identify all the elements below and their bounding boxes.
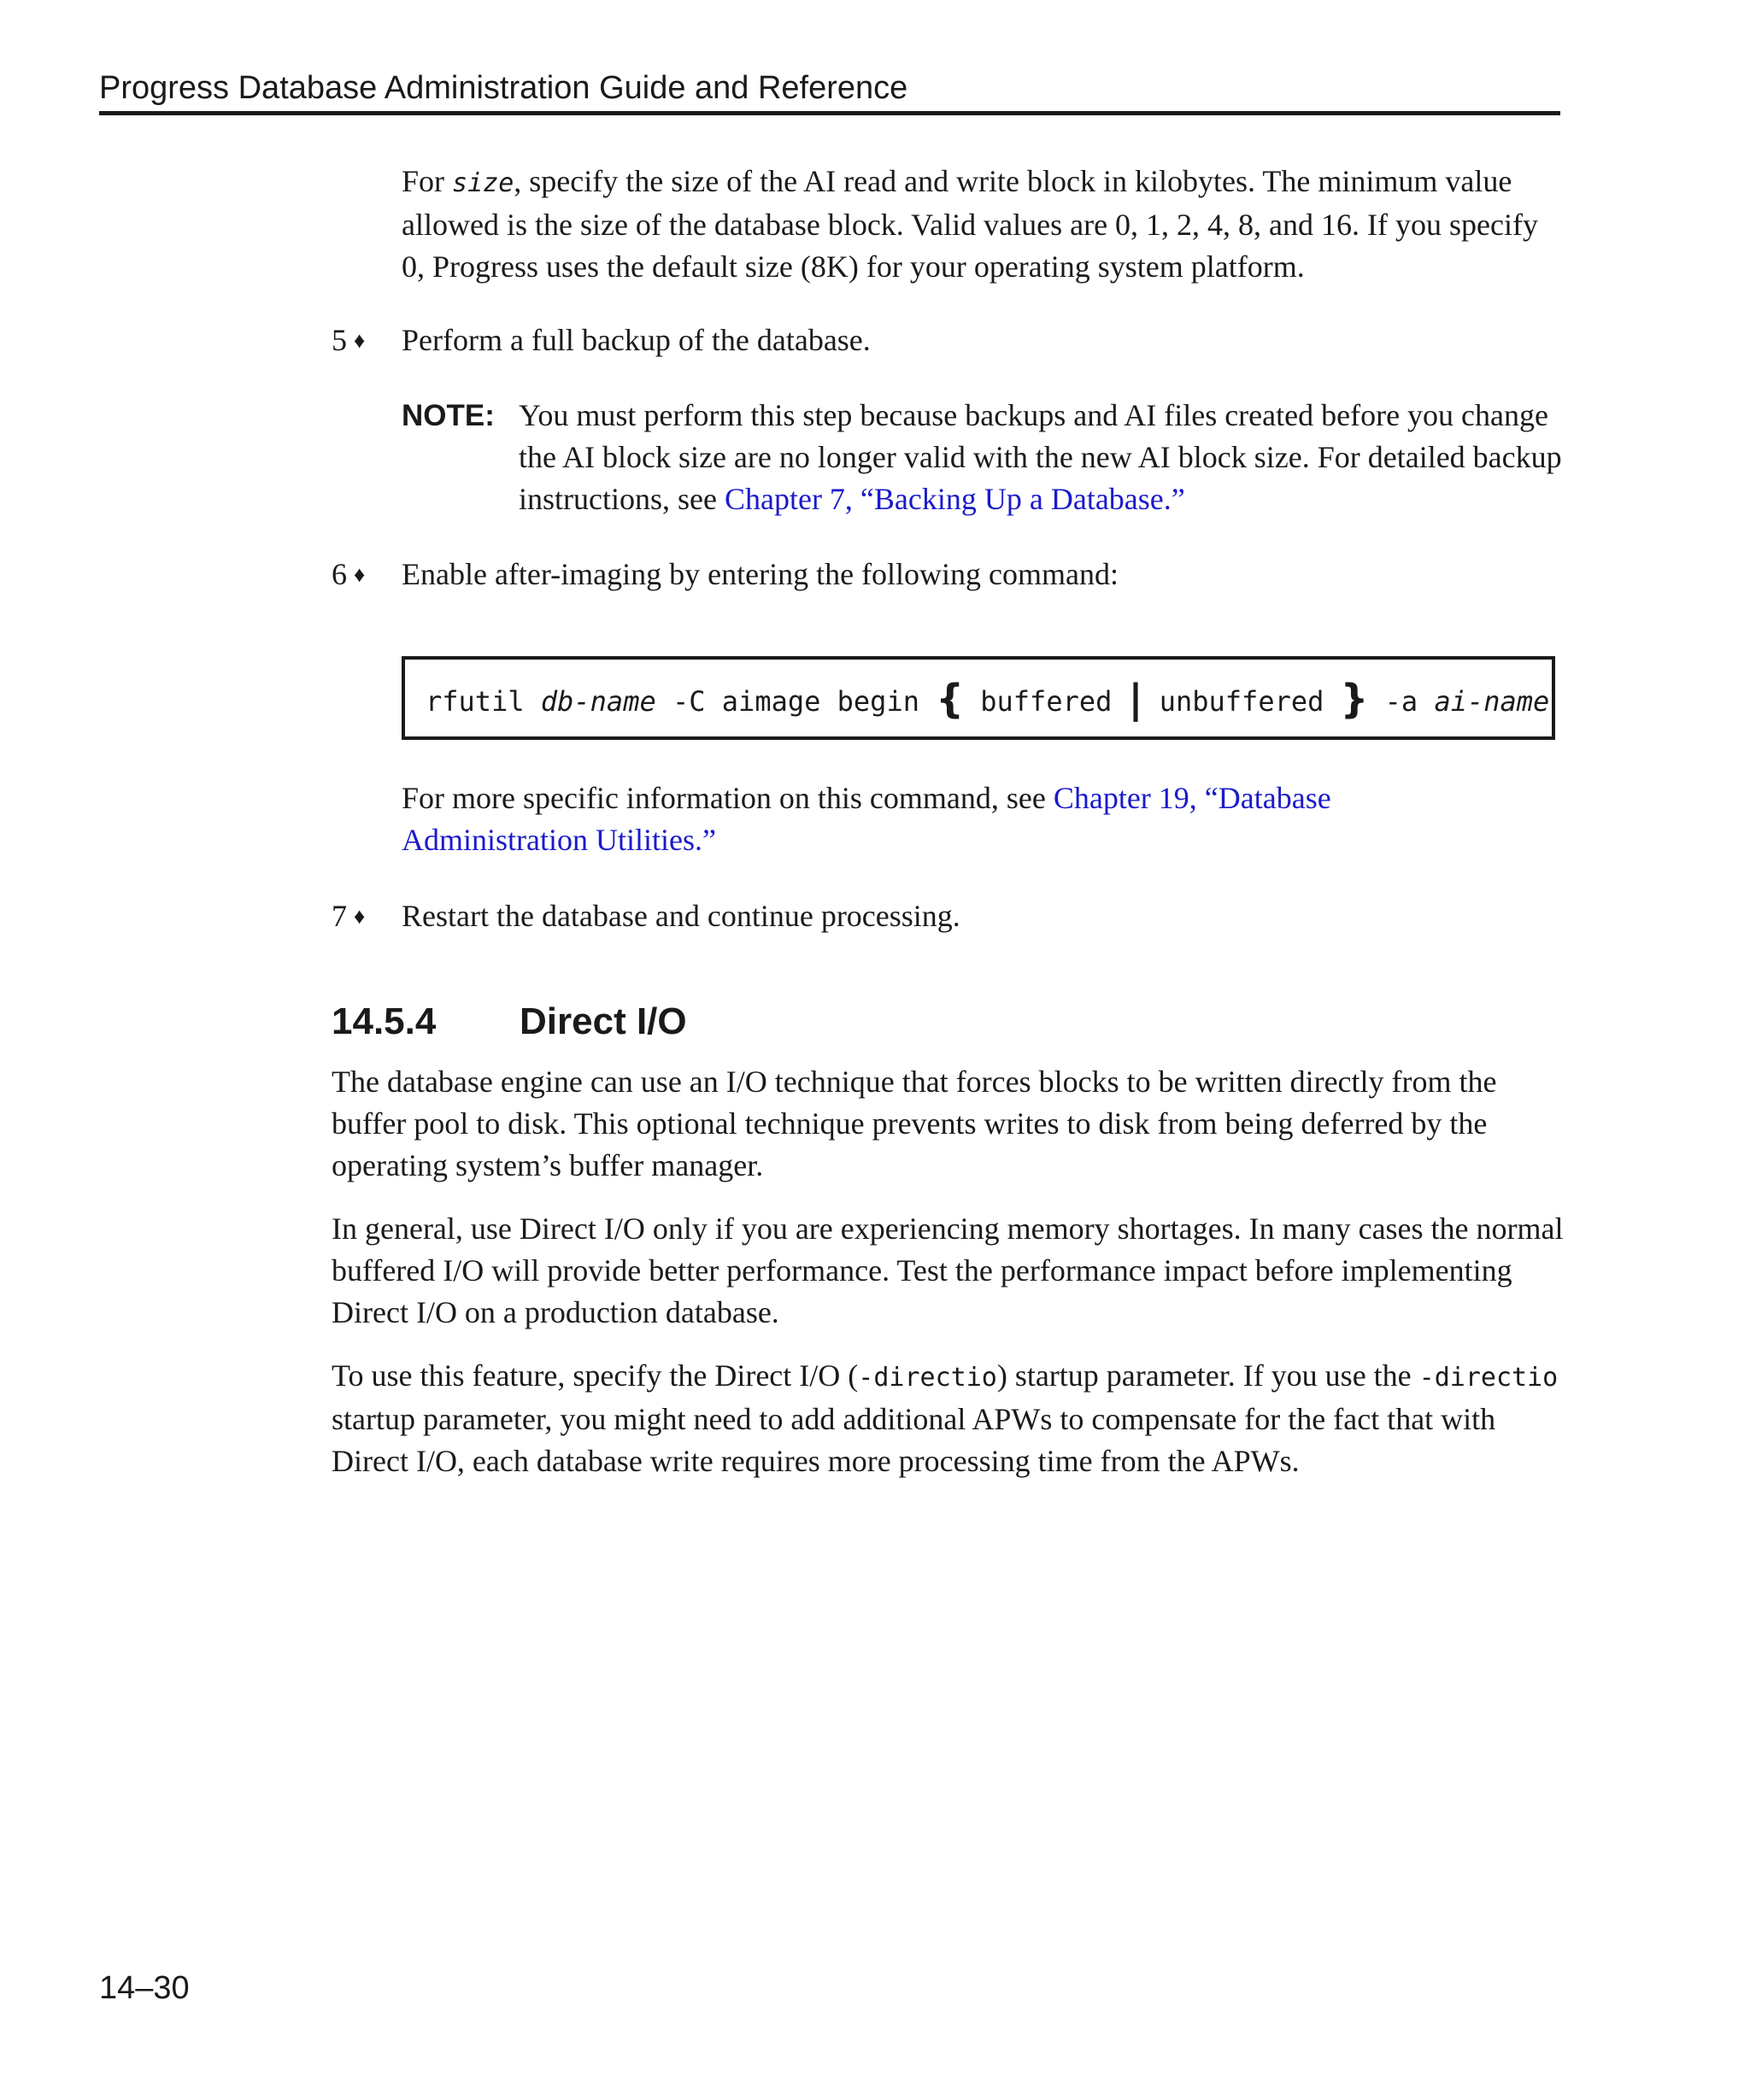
intro-paragraph <box>402 161 1564 288</box>
chapter-7-link[interactable]: Chapter 7, “Backing Up a Database.” <box>724 482 1185 516</box>
option-separator: | <box>1128 676 1143 722</box>
section-title: Direct I/O <box>520 1000 687 1042</box>
brace-close: } <box>1340 676 1369 722</box>
size-param: size <box>452 168 514 198</box>
header-rule <box>99 111 1560 115</box>
cmd-ai-name: ai-name <box>1434 685 1550 718</box>
step-5-number: 5 <box>332 323 347 357</box>
p3-part-c: startup parameter, you might need to add additional APWs to compensate for the fact that with Direct I/O, each database write requires more processing time from the APWs. <box>332 1402 1496 1478</box>
step-6-text: Enable after-imaging by entering the following command: <box>402 557 1119 591</box>
step-7-text: Restart the database and continue processing. <box>402 899 960 933</box>
section-heading <box>332 998 687 1046</box>
diamond-bullet-icon: ♦ <box>354 904 366 929</box>
more-info-text: For more specific information on this command, see <box>402 781 1054 815</box>
step-7-marker <box>332 895 400 937</box>
cmd-opt-unbuffered: unbuffered <box>1142 685 1341 718</box>
note-text <box>519 395 1570 520</box>
cmd-db-name: db-name <box>540 685 656 718</box>
step-7-number: 7 <box>332 899 347 933</box>
intro-for: For <box>402 164 453 198</box>
note-body: You must perform this step because backups and AI files created before you change the AI block size are no longer valid with the new AI block size. For detailed backup instructions, see <box>519 398 1562 516</box>
diamond-bullet-icon: ♦ <box>354 562 366 587</box>
step-6-number: 6 <box>332 557 347 591</box>
directio-code-2: -directio <box>1418 1363 1559 1393</box>
page-number: 14–30 <box>99 1970 190 2006</box>
note-label: NOTE: <box>402 399 495 432</box>
cmd-opt-buffered: buffered <box>963 685 1129 718</box>
cmd-flag: -a <box>1368 685 1435 718</box>
step-6-marker <box>332 554 400 595</box>
direct-io-paragraph-1: The database engine can use an I/O technique that forces blocks to be written directly from the buffer pool to disk. This optional technique prevents writes to disk from being deferred by the operating system’s buffer manager. <box>332 1065 1497 1182</box>
directio-code-1: -directio <box>858 1363 997 1393</box>
step-5-text: Perform a full backup of the database. <box>402 323 871 357</box>
intro-text: , specify the size of the AI read and write block in kilobytes. The minimum value allowed is the size of the database block. Valid values are 0, 1, 2, 4, 8, and 16. If you specify 0, Progress uses the default size (8K) for your operating system platform. <box>402 164 1538 284</box>
cmd-mid: -C aimage begin <box>655 685 937 718</box>
p3-part-a: To use this feature, specify the Direct I/O ( <box>332 1358 859 1393</box>
step-5-marker <box>332 320 400 361</box>
direct-io-paragraph-2: In general, use Direct I/O only if you are experiencing memory shortages. In many cases the normal buffered I/O will provide better performance. Test the performance impact before implementing Direct I/O on a production database. <box>332 1211 1564 1329</box>
brace-open: { <box>936 676 964 722</box>
diamond-bullet-icon: ♦ <box>354 328 366 353</box>
more-info-paragraph <box>402 777 1470 861</box>
command-line <box>426 678 1549 722</box>
section-number: 14.5.4 <box>332 1000 437 1042</box>
running-header: Progress Database Administration Guide and Reference <box>99 70 908 106</box>
cmd-rfutil: rfutil <box>426 685 541 718</box>
command-box <box>402 656 1555 740</box>
direct-io-paragraph-3 <box>332 1355 1566 1482</box>
p3-part-b: ) startup parameter. If you use the <box>996 1358 1419 1393</box>
chapter-19-link[interactable]: Chapter 19, “Database Administration Utilities.” <box>402 781 1331 857</box>
